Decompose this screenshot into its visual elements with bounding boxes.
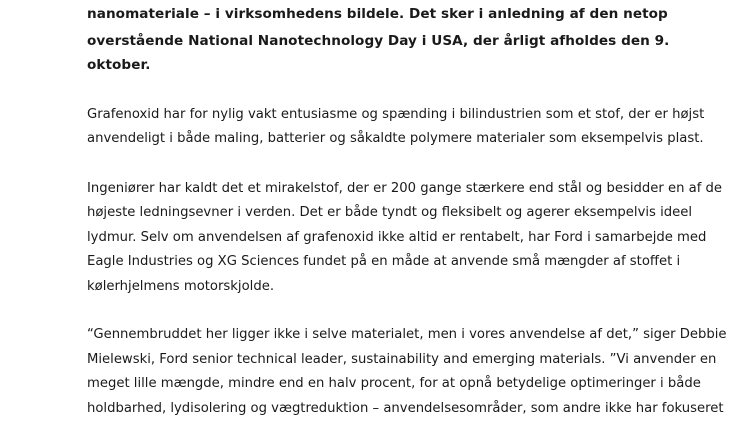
lead-line-2: overstående National Nanotechnology Day i USA, der årligt afholdes den 9.: [87, 33, 670, 49]
paragraph-2-line-4: Eagle Industries og XG Sciences fundet på en måde at anvende små mængder af stoffet i: [87, 254, 681, 269]
paragraph-2-line-3: lydmur. Selv om anvendelsen af grafenoxid ikke altid er rentabelt, har Ford i samarbejde med: [87, 230, 707, 245]
lead-line-3: oktober.: [87, 57, 151, 73]
paragraph-1-line-1: Grafenoxid har for nylig vakt entusiasme og spænding i bilindustrien som et stof, der er højst: [87, 107, 705, 122]
paragraph-2-line-5: kølerhjelmens motorskjolde.: [87, 279, 275, 294]
paragraph-3-line-2: Mielewski, Ford senior technical leader, sustainability and emerging materials. ”Vi anvender en: [87, 352, 717, 367]
paragraph-2-line-1: Ingeniører har kaldt det et mirakelstof, der er 200 gange stærkere end stål og besidder en af de: [87, 181, 723, 196]
lead-line-1: nanomateriale – i virksomhedens bildele. Det sker i anledning af den netop: [87, 6, 668, 22]
paragraph-2-line-2: højeste ledningsevner i verden. Det er både tyndt og fleksibelt og agerer eksempelvis ideel: [87, 205, 693, 220]
paragraph-3-line-3: meget lille mængde, mindre end en halv procent, for at opnå betydelige optimeringer i både: [87, 376, 701, 391]
paragraph-1-line-2: anvendeligt i både maling, batterier og såkaldte polymere materialer som eksempelvis plast.: [87, 131, 704, 146]
paragraph-3-line-1: “Gennembruddet her ligger ikke i selve materialet, men i vores anvendelse af det,” siger Debbie: [87, 327, 727, 342]
paragraph-3-line-4: holdbarhed, lydisolering og vægtreduktion – anvendelsesområder, som andre ikke har fokuseret: [87, 401, 724, 416]
